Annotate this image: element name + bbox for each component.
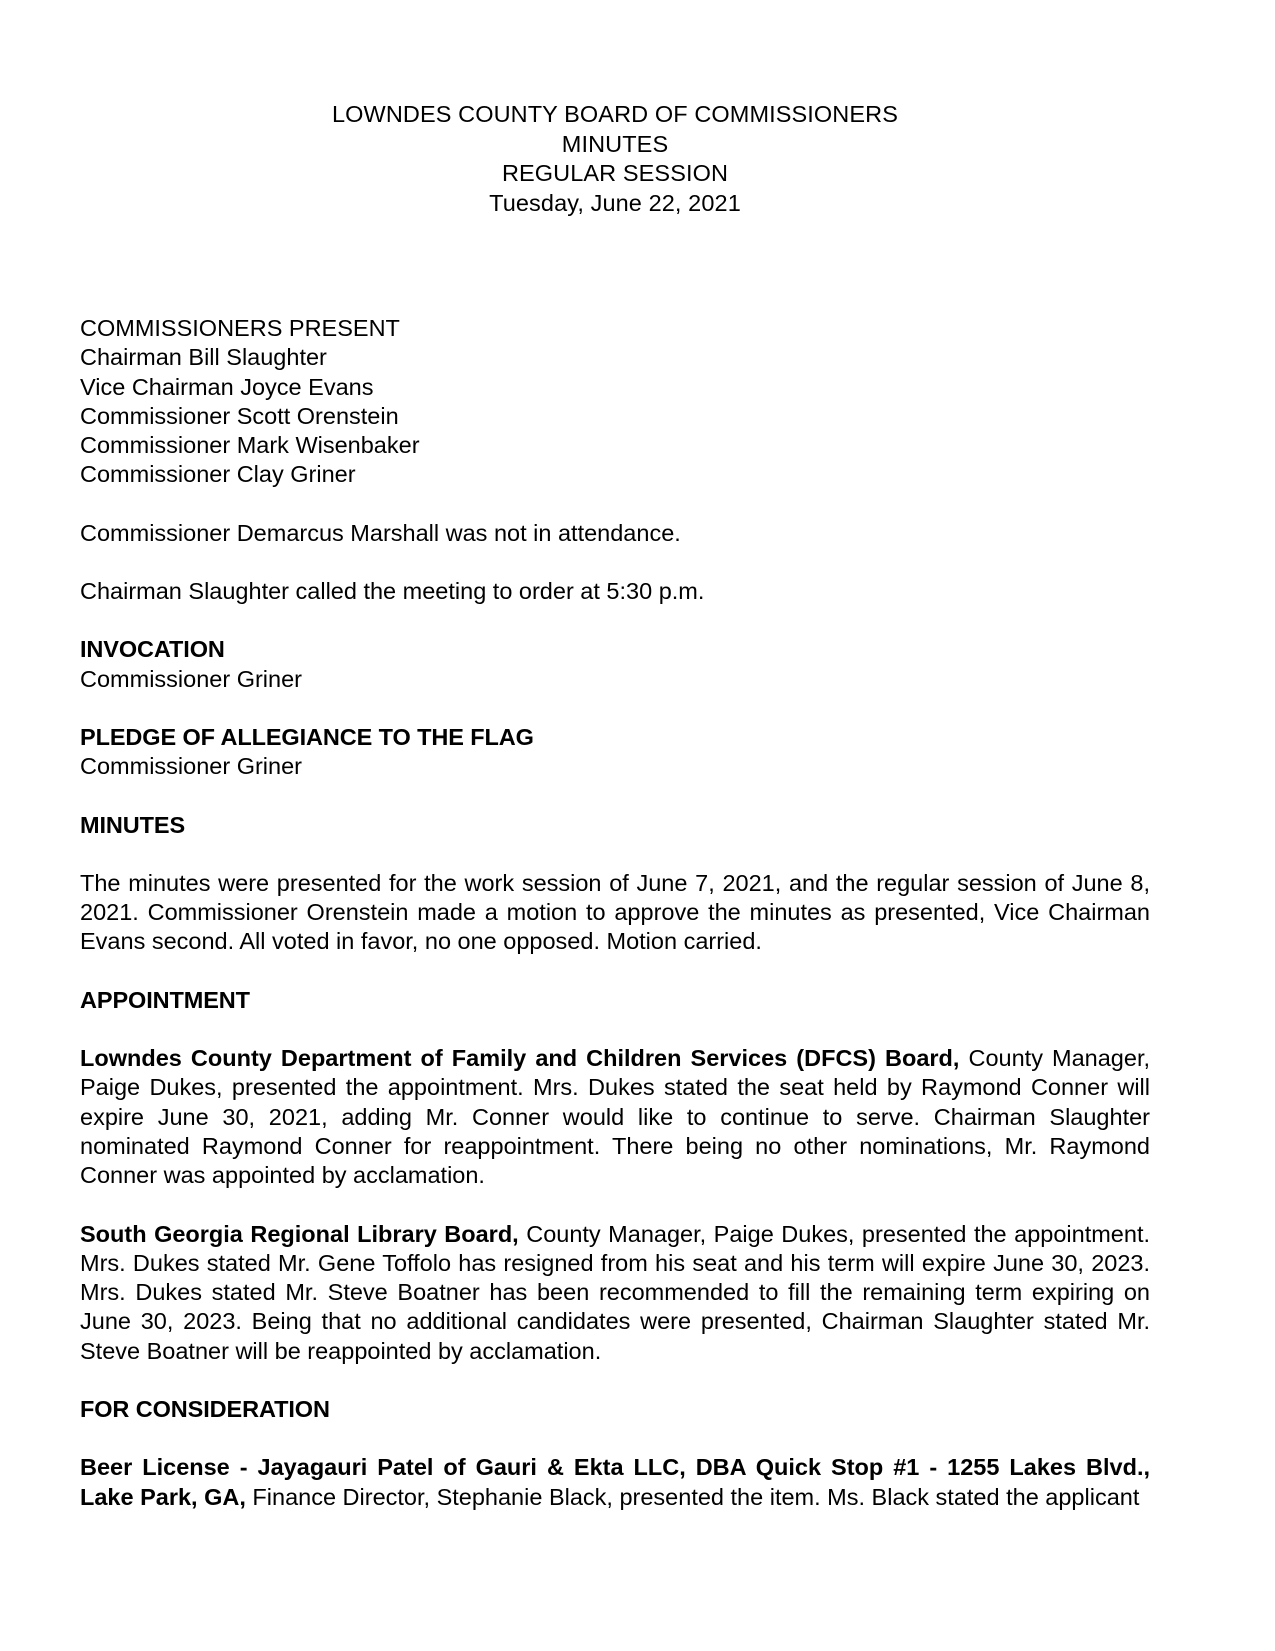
absent-note: Commissioner Demarcus Marshall was not in attendance. xyxy=(80,519,681,546)
section-heading-invocation: INVOCATION xyxy=(80,636,225,663)
consideration-item-beer-license-body: Finance Director, Stephanie Black, presented the item. Ms. Black stated the applicant xyxy=(245,1483,1140,1510)
commissioner-name: Commissioner Clay Griner xyxy=(80,461,356,488)
header-line-session: REGULAR SESSION xyxy=(501,160,729,186)
section-heading-pledge: PLEDGE OF ALLEGIANCE TO THE FLAG xyxy=(80,723,534,750)
header-line-date: Tuesday, June 22, 2021 xyxy=(489,189,741,216)
section-heading-for-consideration: FOR CONSIDERATION xyxy=(80,1396,330,1423)
appointment-item-dfcs-body: County Manager, Paige Dukes, presented the appointment. Mrs. Dukes stated the seat held by Raymond Conner will expire June 30, 2021, adding Mr. Conner would like to continue to serve. Chairman Slaughter nominated Raymond Conner for reappointment. There being no other nominations, Mr. Raymond Conner was appointed by acclamation. xyxy=(80,1045,1150,1189)
call-to-order-note: Chairman Slaughter called the meeting to order at 5:30 p.m. xyxy=(80,578,705,605)
pledge-body: Commissioner Griner xyxy=(80,753,302,780)
appointment-item-dfcs-lead: Lowndes County Department of Family and Children Services (DFCS) Board, xyxy=(80,1045,960,1072)
header-line-doctype: MINUTES xyxy=(561,130,669,157)
appointment-item-library-lead: South Georgia Regional Library Board, xyxy=(80,1220,519,1247)
commissioners-present-title: COMMISSIONERS PRESENT xyxy=(80,315,400,341)
minutes-paragraph: The minutes were presented for the work session of June 7, 2021, and the regular session of June 8, 2021. Commissioner Orenstein made a motion to approve the minutes as presented, Vice Chairman Evans second. All voted in favor, no one opposed. Motion carried. xyxy=(80,869,1150,955)
consideration-item-beer-license-lead: Beer License - Jayagauri Patel of Gauri & Ekta LLC, DBA Quick Stop #1 - 1255 Lakes Blvd., Lake Park, GA, xyxy=(80,1454,1150,1510)
appointment-item-library-body: County Manager, Paige Dukes, presented the appointment. Mrs. Dukes stated Mr. Gene Toffolo has resigned from his seat and his term will expire June 30, 2023. Mrs. Dukes stated Mr. Steve Boatner has been recommended to fill the remaining term expiring on June 30, 2023. Being that no additional candidates were presented, Chairman Slaughter stated Mr. Steve Boatner will be reappointed by acclamation. xyxy=(80,1220,1150,1364)
appointment-item-library xyxy=(80,1220,1150,1366)
consideration-item-beer-license xyxy=(80,1453,1150,1512)
document-header xyxy=(80,100,1150,218)
commissioner-name: Commissioner Mark Wisenbaker xyxy=(80,432,420,459)
appointment-item-dfcs xyxy=(80,1044,1150,1190)
commissioner-name: Vice Chairman Joyce Evans xyxy=(80,373,374,400)
section-heading-minutes: MINUTES xyxy=(80,811,186,838)
commissioner-name: Commissioner Scott Orenstein xyxy=(80,402,399,429)
section-heading-appointment: APPOINTMENT xyxy=(80,986,250,1013)
commissioners-present-block xyxy=(80,314,1150,490)
page-content xyxy=(80,100,1150,1512)
invocation-body: Commissioner Griner xyxy=(80,665,302,692)
header-line-organization: LOWNDES COUNTY BOARD OF COMMISSIONERS xyxy=(331,101,898,127)
commissioner-name: Chairman Bill Slaughter xyxy=(80,344,327,371)
